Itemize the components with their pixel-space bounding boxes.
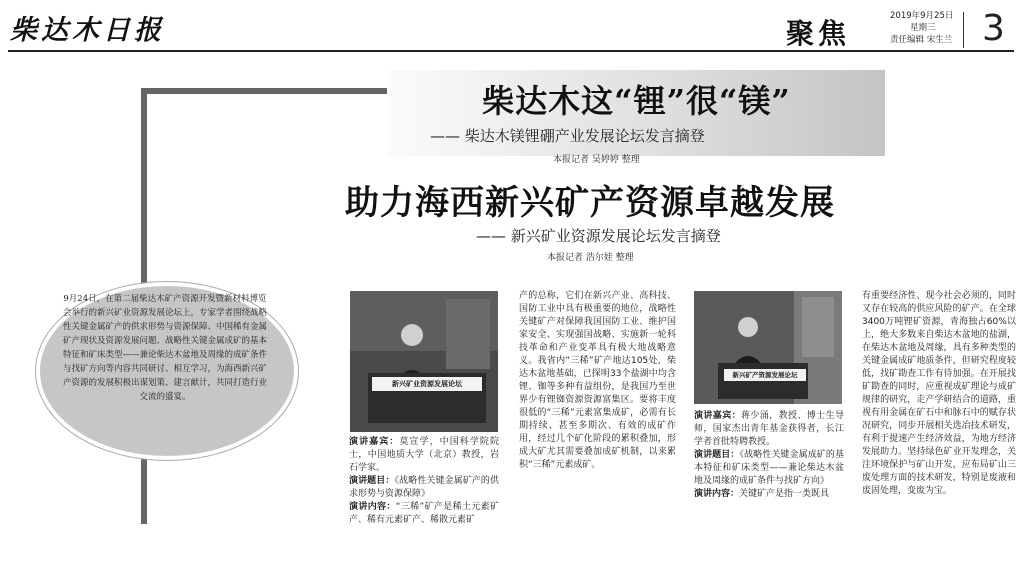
article-column-4: 有重要经济性、现今社会必须的，同时又存在较高的供应风险的矿产。在全球3400万吨锂矿资源，青海独占60%以上，绝大多数来自柴达木盆地的盐湖，在柴达木盆地及周缘，具有多种类型的关键金属成矿地质条件，但研究程度较低，找矿勘查工作有待加强。在开展找矿勘查的同时，应重视成矿理论与成矿规律的研究，走产学研结合的道路，重视有用金属在矿石中和脉石中的赋存状况研究，同步开展相关选冶技术研发，有利于提速产生经济效益，为地方经济发展助力。坚持绿色矿业开发理念，关注环境保护与矿山开发，应布局矿山三废处理方面的技术研发，特别是废液和废固处理，变废为宝。 — [862, 291, 1016, 496]
header-divider — [963, 12, 964, 48]
speaker-1-guest — [349, 436, 499, 475]
headline-1: 柴达木这“锂”很“镁” — [482, 82, 791, 120]
speaker-1-content-label: 演讲内容： — [349, 502, 396, 512]
speaker-photo-2 — [694, 291, 842, 404]
speaker-2-topic-label: 演讲题目： — [694, 450, 740, 460]
photo-2-banner: 新兴矿产资源发展论坛 — [724, 369, 806, 381]
speaker-1-topic-label: 演讲题目： — [349, 476, 395, 486]
speaker-1-guest-text: 莫宣学，中国科学院院士，中国地质大学（北京）教授，岩石学家。 — [349, 437, 499, 473]
speaker-1-topic-text: 《战略性关键金属矿产的供求形势与资源保障》 — [349, 476, 499, 499]
speaker-2-guest-label: 演讲嘉宾： — [694, 411, 741, 421]
intro-text: 9月24日，在第二届柴达木矿产资源开发暨新材料博览会举行的新兴矿业资源发展论坛上，专家学者围绕战略性关键金属矿产的供求形势与资源保障、中国稀有金属矿产现状及资源发展问题、战略性关键金属成矿的基本特征和矿床类型——兼论柴达木盆地及周缘的成矿条件与找矿方向等内容共同研讨、相互学习，为海西新兴矿产资源的发展积极出谋划策、建言献计，共同打造行业交流的盛宴。 — [62, 294, 267, 402]
speaker-2-content — [694, 488, 844, 501]
speaker-1-block — [349, 436, 499, 527]
speaker-photo-1 — [350, 291, 498, 432]
speaker-2-guest-text: 蒋少涌，教授、博士生导师，国家杰出青年基金获得者，长江学者首批特聘教授。 — [694, 411, 844, 447]
speaker-photo-1-image — [350, 291, 498, 432]
section-title: 聚焦 — [786, 17, 851, 50]
masthead-logo: 柴达木日报 — [10, 15, 165, 46]
speaker-1-topic — [349, 475, 499, 501]
byline-1: 本报记者 吴婷婷 整理 — [553, 155, 640, 165]
speaker-2-topic — [694, 449, 844, 488]
speaker-2-content-text: 关键矿产是指一类既具 — [739, 489, 830, 499]
issue-weekday: 星期三 — [910, 23, 936, 33]
byline-2: 本报记者 浩尔娃 整理 — [547, 253, 634, 263]
speaker-2-content-label: 演讲内容： — [694, 489, 740, 499]
speaker-photo-2-image — [694, 291, 842, 404]
header-rule — [8, 50, 1014, 52]
issue-editor: 责任编辑 宋生兰 — [890, 35, 953, 45]
subheadline-2: —— 新兴矿业资源发展论坛发言摘登 — [476, 227, 721, 245]
decorative-bracket-horizontal — [141, 88, 387, 94]
headline-2: 助力海西新兴矿产资源卓越发展 — [345, 183, 835, 223]
speaker-2-block — [694, 410, 844, 501]
issue-date: 2019年9月25日 — [890, 11, 954, 21]
speaker-1-content-text: “三稀”矿产是稀土元素矿产、稀有元素矿产、稀散元素矿 — [349, 502, 499, 525]
speaker-1-content — [349, 501, 499, 527]
page-number: 3 — [982, 8, 1005, 49]
speaker-1-guest-label: 演讲嘉宾： — [349, 437, 400, 447]
article-column-2: 产的总称，它们在新兴产业、高科技、国防工业中具有极重要的地位，战略性关键矿产对保障我国国防工业、维护国家安全、实现强国战略、实施新一轮科技革命和产业变革具有极大地战略意义。我省内“三稀”矿产地达105处，柴达木盆地基础，已探明33个盐湖中均含锂、铷等多种有益组份，是我国乃至世界少有锂铷资源资源富集区。要将丰度很低的“三稀”元素富集成矿，必需有长期持续、甚至多期次、有效的成矿作用，经过几个矿化阶段的累积叠加，形成大矿尤其需要叠加成矿机制，以来累积“三稀”元素成矿。 — [519, 291, 676, 470]
subheadline-1: —— 柴达木镁锂硼产业发展论坛发言摘登 — [430, 127, 705, 145]
speaker-2-topic-text: 《战略性关键金属成矿的基本特征和矿床类型——兼论柴达木盆地及周缘的成矿条件与找矿方向》 — [694, 450, 844, 486]
photo-1-banner: 新兴矿业资源发展论坛 — [372, 377, 482, 391]
issue-info — [890, 10, 953, 46]
speaker-2-guest — [694, 410, 844, 449]
